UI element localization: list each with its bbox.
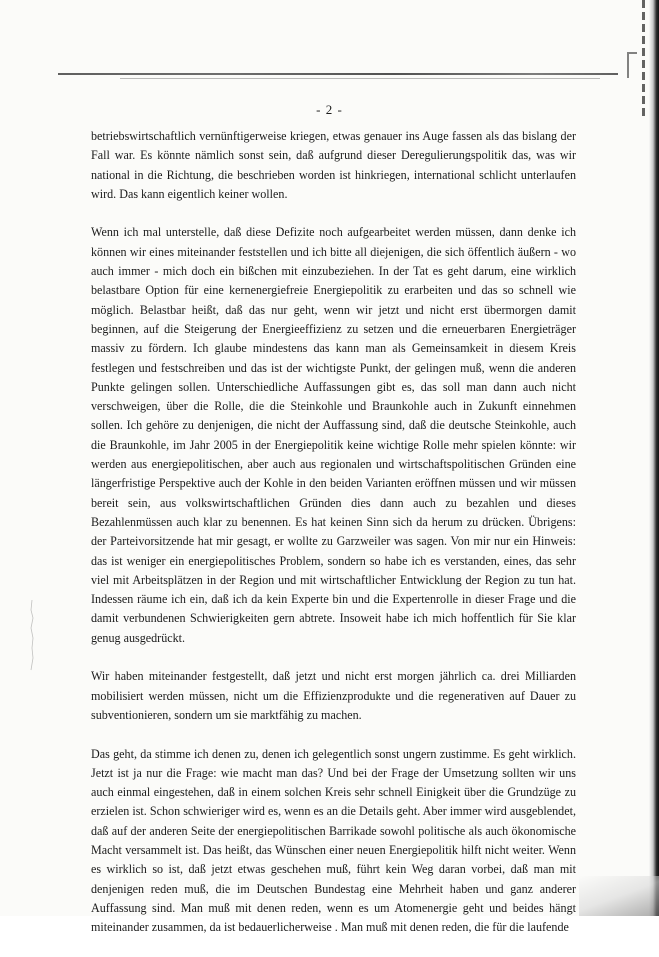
paragraph: Das geht, da stimme ich denen zu, denen ich gelegentlich sonst ungern zustimme. Es geht wirklich. Jetzt ist ja nur die Frage: wie macht man das? Und bei der Frage der Umsetzung sollten wir uns auch einmal eingestehen, daß in einem solchen Kreis sehr schnell Einigkeit über die Grundzüge zu erzielen ist. Schon schwieriger wird es, wenn es an die Details geht. Aber immer wird ausgeblendet, daß auf der anderen Seite der energiepolitischen Barrikade sowohl politische als auch ökonomische Macht versammelt ist. Das heißt, das Wünschen einer neuen Energiepolitik hilft nicht weiter. Wenn es wirklich so ist, daß jetzt etwas geschehen muß, führt kein Weg daran vorbei, daß man mit denjenigen reden muß, die im Deutschen Bundestag eine Mehrheit haben und ganz anderer Auffassung sind. Man muß mit denen reden, wenn es um Atomenergie geht und beides hängt miteinander zusammen, da ist bedauerlicherweise . Man muß mit denen reden, die für die laufende [91,746,576,935]
scan-bottom-shadow [579,876,659,916]
scan-right-edge-shadow [649,0,659,916]
scan-top-rule-secondary [120,78,600,79]
margin-scribble [28,600,36,670]
paragraph: Wenn ich mal unterstelle, daß diese Defizite noch aufgearbeitet werden müssen, dann denke ich können wir eines miteinander feststellen und ich bitte all diejenigen, die sich öffentlich äußern - wo auch immer - mich doch ein bißchen mit einzubeziehen. In der Tat es geht darum, eine wirklich belastbare Option für eine kernenergiefreie Energiepolitik zu erarbeiten und das so schnell wie möglich. Belastbar heißt, daß das nur geht, wenn wir jetzt und nicht erst übermorgen damit beginnen, auf die Steigerung der Energieeffizienz zu setzen und die erneuerbaren Energieträger massiv zu fördern. Ich glaube mindestens das kann man als Gemeinsamkeit in diesem Kreis festlegen und festschreiben und das ist der wichtigste Punkt, der gelingen muß, wenn die anderen Punkte gelingen sollen. Unterschiedliche Auffassungen gibt es, das soll man dann auch nicht verschweigen, über die Rolle, die die Steinkohle und Braunkohle auch in Zukunft einnehmen sollen. Ich gehöre zu denjenigen, die nicht der Auffassung sind, daß die deutsche Steinkohle, auch die Braunkohle, im Jahr 2005 in der Energiepolitik keine wichtige Rolle mehr spielen könnte: wir werden aus energiepolitischen, aber auch aus regionalen und wirtschaftspolitischen Gründen eine längerfristige Perspektive auch der Kohle in den beiden Varianten eröffnen müssen und wir müssen bereit sein, aus volkswirtschaftlichen Gründen dies dann auch zu bezahlen und dieses Bezahlenmüssen auch klar zu benennen. Es hat keinen Sinn sich da herum zu drücken. Übrigens: der Parteivorsitzende hat mir gesagt, er wollte zu Garzweiler was sagen. Von mir nur ein Hinweis: das ist weniger ein energiepolitisches Problem, sondern so habe ich es verstanden, eines, das sehr viel mit Arbeitsplätzen in der Region und mit wirtschaftlicher Entwicklung der Region zu tun hat. Indessen räume ich ein, daß ich da kein Experte bin und die Expertenrolle in dieser Frage und die damit verbundenen Schwierigkeiten gern abtrete. Insoweit habe ich mich hoffentlich für Sie klar genug ausgedrückt. [91,225,576,645]
document-body [91,127,576,957]
scan-corner-mark [627,52,637,78]
scan-top-rule [58,73,618,75]
page-number: - 2 - [316,102,343,117]
paragraph: betriebswirtschaftlich vernünftigerweise kriegen, etwas genauer ins Auge fassen als das bislang der Fall war. Es könnte nämlich sonst sein, daß aufgrund dieser Deregulierungspolitik das, was wir national in die Richtung, die beschrieben worden ist hinkriegen, international schlicht unterlaufen wird. Das kann eigentlich keiner wollen. [91,129,576,201]
paragraph: Wir haben miteinander festgestellt, daß jetzt und nicht erst morgen jährlich ca. drei Milliarden mobilisiert werden müssen, nicht um die Effizienzprodukte und die regenerativen auf Dauer zu subventionieren, sondern um sie marktfähig zu machen. [91,669,576,722]
